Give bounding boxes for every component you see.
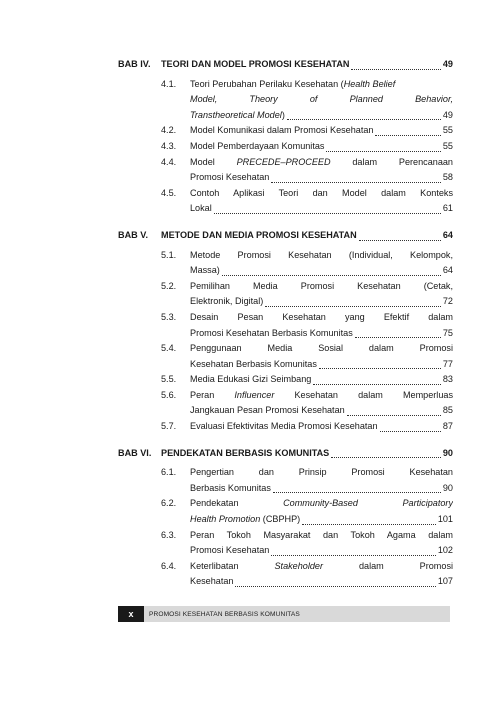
- dot-leader: [313, 384, 441, 385]
- section-number: 4.2.: [161, 125, 177, 136]
- toc-entry[interactable]: [161, 419, 453, 435]
- chapter-number: BAB VI.: [118, 447, 152, 458]
- toc-entry[interactable]: [161, 248, 453, 279]
- page-number: 101: [437, 514, 453, 525]
- section-number: 4.1.: [161, 78, 177, 89]
- dot-leader: [265, 306, 441, 307]
- toc-entry[interactable]: [161, 341, 453, 372]
- chapter-title: PENDEKATAN BERBASIS KOMUNITAS: [161, 447, 330, 458]
- section-number: 5.4.: [161, 343, 177, 354]
- page-number: 90: [442, 482, 453, 493]
- table-of-contents: [118, 57, 453, 590]
- section-number: 6.1.: [161, 467, 177, 478]
- toc-entry[interactable]: [161, 388, 453, 419]
- page-number: 64: [442, 265, 453, 276]
- toc-entry[interactable]: [161, 465, 453, 496]
- toc-entry[interactable]: [161, 310, 453, 341]
- entry-line: Pendekatan Community-Based Participatory: [190, 498, 453, 509]
- entry-line: Health Promotion (CBPHP) 101: [190, 512, 453, 528]
- entry-line: Lokal 61: [190, 201, 453, 217]
- entry-line: Promosi Kesehatan 58: [190, 170, 453, 186]
- page-number: 85: [442, 405, 453, 416]
- page-number: 64: [442, 229, 453, 240]
- toc-entry[interactable]: [161, 139, 453, 155]
- entry-line: Media Edukasi Gizi Seimbang 83: [190, 372, 453, 388]
- dot-leader: [351, 69, 440, 70]
- entry-line: Metode Promosi Kesehatan (Individual, Kelompok,: [190, 249, 453, 260]
- page-footer: [118, 606, 450, 622]
- entry-line: Model PRECEDE–PROCEED dalam Perencanaan: [190, 156, 453, 167]
- dot-leader: [287, 119, 441, 120]
- section-number: 6.3.: [161, 529, 177, 540]
- chapter-number: BAB IV.: [118, 59, 151, 69]
- page-number: 58: [442, 172, 453, 183]
- entry-line: Pengertian dan Prinsip Promosi Kesehatan: [190, 467, 453, 478]
- entry-line: Model Komunikasi dalam Promosi Kesehatan 55: [190, 123, 453, 139]
- entry-line: Transtheoretical Model) 49: [190, 108, 453, 124]
- toc-entry[interactable]: [161, 559, 453, 590]
- entry-line: Desain Pesan Kesehatan yang Efektif dalam: [190, 311, 453, 322]
- toc-entry[interactable]: [161, 77, 453, 124]
- entry-line: Kesehatan 107: [190, 574, 453, 590]
- entry-line: Promosi Kesehatan 102: [190, 543, 453, 559]
- entry-line: Evaluasi Efektivitas Media Promosi Kesehatan 87: [190, 419, 453, 435]
- page-number: 49: [442, 59, 453, 69]
- dot-leader: [214, 213, 441, 214]
- entry-line: Keterlibatan Stakeholder dalam Promosi: [190, 560, 453, 571]
- section-number: 5.2.: [161, 280, 177, 291]
- chapter-title: METODE DAN MEDIA PROMOSI KESEHATAN: [161, 229, 357, 240]
- toc-entry[interactable]: [161, 155, 453, 186]
- entry-line: Model Pemberdayaan Komunitas 55: [190, 139, 453, 155]
- section-number: 6.2.: [161, 498, 177, 509]
- toc-entry[interactable]: [161, 123, 453, 139]
- dot-leader: [273, 492, 441, 493]
- section-number: 6.4.: [161, 560, 177, 571]
- entry-line: Pemilihan Media Promosi Kesehatan (Cetak,: [190, 280, 453, 291]
- dot-leader: [271, 555, 435, 556]
- page-number: 61: [442, 203, 453, 214]
- dot-leader: [359, 240, 441, 241]
- chapter-title: TEORI DAN MODEL PROMOSI KESEHATAN: [161, 59, 350, 69]
- section-number: 4.5.: [161, 187, 177, 198]
- chapter-heading[interactable]: [118, 57, 453, 73]
- chapter-heading[interactable]: [118, 446, 453, 462]
- section-number: 5.1.: [161, 249, 177, 260]
- toc-entry[interactable]: [161, 528, 453, 559]
- page-number: 87: [442, 421, 453, 432]
- footer-page-number: x: [118, 606, 144, 622]
- section-number: 5.5.: [161, 374, 177, 385]
- page-number: 107: [437, 576, 453, 587]
- entry-line: Peran Influencer Kesehatan dalam Memperluas: [190, 389, 453, 400]
- dot-leader: [375, 135, 440, 136]
- dot-leader: [235, 586, 435, 587]
- dot-leader: [355, 337, 441, 338]
- entry-line: Teori Perubahan Perilaku Kesehatan (Health Belief: [190, 78, 396, 89]
- dot-leader: [326, 151, 440, 152]
- section-number: 5.7.: [161, 421, 177, 432]
- dot-leader: [271, 182, 441, 183]
- page-number: 77: [442, 358, 453, 369]
- toc-entry[interactable]: [161, 496, 453, 527]
- entry-line: Kesehatan Berbasis Komunitas 77: [190, 357, 453, 373]
- page-number: 49: [442, 109, 453, 120]
- dot-leader: [331, 457, 441, 458]
- dot-leader: [380, 431, 441, 432]
- entry-line: Elektronik, Digital) 72: [190, 294, 453, 310]
- chapter-heading[interactable]: [118, 228, 453, 244]
- entry-line: Model, Theory of Planned Behavior,: [190, 94, 453, 105]
- page-number: 75: [442, 327, 453, 338]
- entry-line: Massa) 64: [190, 263, 453, 279]
- page-number: 90: [442, 447, 453, 458]
- section-number: 5.3.: [161, 311, 177, 322]
- entry-line: Promosi Kesehatan Berbasis Komunitas 75: [190, 326, 453, 342]
- footer-book-title: PROMOSI KESEHATAN BERBASIS KOMUNITAS: [149, 610, 300, 618]
- toc-entry[interactable]: [161, 279, 453, 310]
- entry-line: Peran Tokoh Masyarakat dan Tokoh Agama dalam: [190, 529, 453, 540]
- page-number: 72: [442, 296, 453, 307]
- entry-line: Contoh Aplikasi Teori dan Model dalam Konteks: [190, 187, 453, 198]
- section-number: 4.4.: [161, 156, 177, 167]
- toc-entry[interactable]: [161, 372, 453, 388]
- dot-leader: [347, 415, 441, 416]
- entry-line: Penggunaan Media Sosial dalam Promosi: [190, 343, 453, 354]
- toc-entry[interactable]: [161, 186, 453, 217]
- page-number: 55: [442, 125, 453, 136]
- page-number: 102: [437, 545, 453, 556]
- section-number: 4.3.: [161, 140, 177, 151]
- page-number: 55: [442, 140, 453, 151]
- dot-leader: [222, 275, 441, 276]
- dot-leader: [302, 524, 436, 525]
- section-number: 5.6.: [161, 389, 177, 400]
- dot-leader: [319, 368, 441, 369]
- page-number: 83: [442, 374, 453, 385]
- entry-line: Jangkauan Pesan Promosi Kesehatan 85: [190, 403, 453, 419]
- chapter-number: BAB V.: [118, 229, 148, 240]
- entry-line: Berbasis Komunitas 90: [190, 481, 453, 497]
